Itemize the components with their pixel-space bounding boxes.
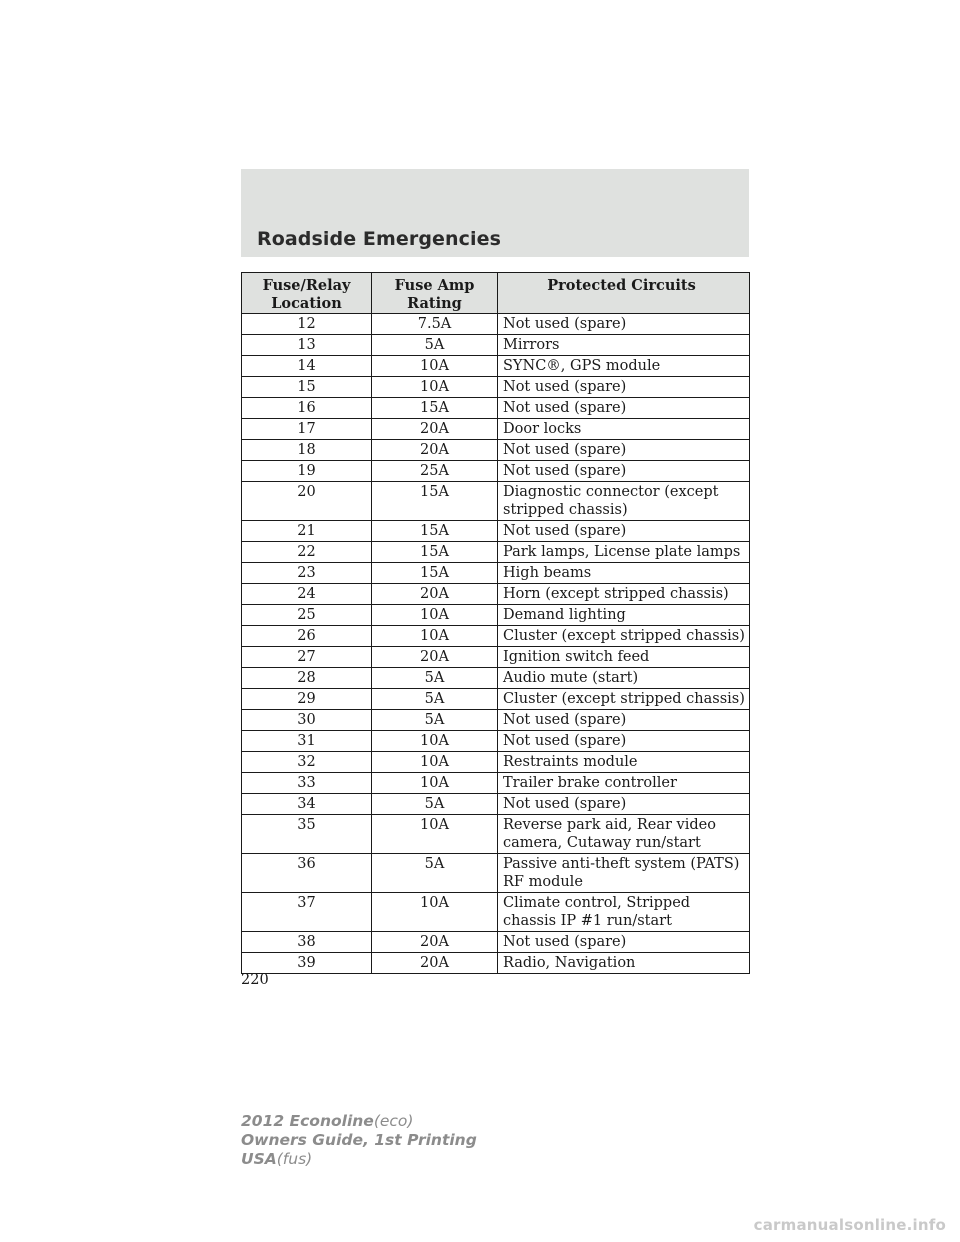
table-row [242, 419, 750, 440]
table-row [242, 731, 750, 752]
cell-protected-circuits: Ignition switch feed [498, 647, 750, 668]
cell-amp-rating: 10A [372, 893, 498, 932]
cell-protected-circuits: Not used (spare) [498, 461, 750, 482]
table-row [242, 794, 750, 815]
footer [241, 1112, 477, 1169]
table-row [242, 953, 750, 974]
cell-protected-circuits: Climate control, Stripped chassis IP #1 run/start [498, 893, 750, 932]
cell-amp-rating: 10A [372, 731, 498, 752]
footer-model: 2012 Econoline [241, 1112, 374, 1130]
table-row [242, 335, 750, 356]
table-row [242, 461, 750, 482]
footer-market-code: (fus) [276, 1150, 313, 1168]
cell-protected-circuits: Park lamps, License plate lamps [498, 542, 750, 563]
cell-protected-circuits: Not used (spare) [498, 440, 750, 461]
cell-protected-circuits: Audio mute (start) [498, 668, 750, 689]
cell-amp-rating: 20A [372, 647, 498, 668]
table-row [242, 626, 750, 647]
cell-amp-rating: 20A [372, 932, 498, 953]
table-row [242, 314, 750, 335]
cell-protected-circuits: Radio, Navigation [498, 953, 750, 974]
cell-amp-rating: 25A [372, 461, 498, 482]
table-row [242, 605, 750, 626]
cell-location: 20 [242, 482, 372, 521]
cell-amp-rating: 5A [372, 668, 498, 689]
cell-location: 25 [242, 605, 372, 626]
cell-location: 37 [242, 893, 372, 932]
cell-amp-rating: 15A [372, 521, 498, 542]
cell-location: 16 [242, 398, 372, 419]
cell-location: 28 [242, 668, 372, 689]
cell-location: 19 [242, 461, 372, 482]
table-row [242, 356, 750, 377]
cell-location: 27 [242, 647, 372, 668]
cell-location: 21 [242, 521, 372, 542]
cell-protected-circuits: Restraints module [498, 752, 750, 773]
cell-amp-rating: 5A [372, 710, 498, 731]
cell-amp-rating: 20A [372, 584, 498, 605]
cell-amp-rating: 20A [372, 419, 498, 440]
cell-protected-circuits: Reverse park aid, Rear video camera, Cutaway run/start [498, 815, 750, 854]
footer-line-2 [241, 1131, 477, 1150]
cell-amp-rating: 10A [372, 605, 498, 626]
cell-amp-rating: 10A [372, 773, 498, 794]
column-header-amp-rating: Fuse Amp Rating [372, 273, 498, 314]
cell-protected-circuits: Not used (spare) [498, 521, 750, 542]
page-number: 220 [241, 972, 269, 988]
cell-amp-rating: 10A [372, 377, 498, 398]
column-header-protected-circuits: Protected Circuits [498, 273, 750, 314]
cell-location: 17 [242, 419, 372, 440]
cell-location: 32 [242, 752, 372, 773]
cell-location: 34 [242, 794, 372, 815]
cell-protected-circuits: Passive anti-theft system (PATS) RF module [498, 854, 750, 893]
cell-location: 31 [242, 731, 372, 752]
cell-amp-rating: 5A [372, 689, 498, 710]
cell-location: 14 [242, 356, 372, 377]
cell-location: 12 [242, 314, 372, 335]
cell-protected-circuits: Diagnostic connector (except stripped chassis) [498, 482, 750, 521]
cell-location: 38 [242, 932, 372, 953]
cell-location: 15 [242, 377, 372, 398]
cell-location: 22 [242, 542, 372, 563]
cell-location: 23 [242, 563, 372, 584]
cell-amp-rating: 10A [372, 626, 498, 647]
table-row [242, 815, 750, 854]
table-row [242, 584, 750, 605]
table-row [242, 647, 750, 668]
table-row [242, 854, 750, 893]
cell-location: 36 [242, 854, 372, 893]
table-row [242, 689, 750, 710]
table-row [242, 563, 750, 584]
cell-protected-circuits: Not used (spare) [498, 377, 750, 398]
table-row [242, 668, 750, 689]
cell-amp-rating: 20A [372, 953, 498, 974]
cell-protected-circuits: Mirrors [498, 335, 750, 356]
cell-protected-circuits: Door locks [498, 419, 750, 440]
cell-protected-circuits: Trailer brake controller [498, 773, 750, 794]
table-row [242, 482, 750, 521]
footer-model-code: (eco) [373, 1112, 414, 1130]
cell-protected-circuits: Cluster (except stripped chassis) [498, 626, 750, 647]
cell-protected-circuits: Demand lighting [498, 605, 750, 626]
table-row [242, 773, 750, 794]
cell-protected-circuits: Not used (spare) [498, 314, 750, 335]
cell-location: 35 [242, 815, 372, 854]
section-title: Roadside Emergencies [257, 228, 502, 250]
cell-amp-rating: 5A [372, 794, 498, 815]
footer-line-3 [241, 1150, 477, 1169]
cell-location: 24 [242, 584, 372, 605]
cell-protected-circuits: SYNC®, GPS module [498, 356, 750, 377]
cell-location: 26 [242, 626, 372, 647]
cell-amp-rating: 15A [372, 482, 498, 521]
table-row [242, 752, 750, 773]
table-row [242, 521, 750, 542]
fuse-table [241, 272, 750, 974]
cell-amp-rating: 15A [372, 563, 498, 584]
table-row [242, 377, 750, 398]
cell-amp-rating: 20A [372, 440, 498, 461]
column-header-location: Fuse/Relay Location [242, 273, 372, 314]
table-row [242, 932, 750, 953]
cell-protected-circuits: Not used (spare) [498, 398, 750, 419]
cell-protected-circuits: Horn (except stripped chassis) [498, 584, 750, 605]
table-row [242, 398, 750, 419]
cell-amp-rating: 15A [372, 398, 498, 419]
cell-location: 33 [242, 773, 372, 794]
cell-amp-rating: 5A [372, 854, 498, 893]
cell-location: 39 [242, 953, 372, 974]
cell-protected-circuits: High beams [498, 563, 750, 584]
table-body [242, 314, 750, 974]
cell-location: 18 [242, 440, 372, 461]
table-row [242, 893, 750, 932]
cell-amp-rating: 5A [372, 335, 498, 356]
footer-printing: Owners Guide, 1st Printing [241, 1131, 477, 1149]
cell-protected-circuits: Not used (spare) [498, 731, 750, 752]
cell-location: 30 [242, 710, 372, 731]
table-row [242, 542, 750, 563]
table-row [242, 710, 750, 731]
cell-protected-circuits: Not used (spare) [498, 932, 750, 953]
table-header-row [242, 273, 750, 314]
footer-market: USA [241, 1150, 277, 1168]
cell-protected-circuits: Not used (spare) [498, 794, 750, 815]
cell-protected-circuits: Not used (spare) [498, 710, 750, 731]
cell-location: 29 [242, 689, 372, 710]
cell-protected-circuits: Cluster (except stripped chassis) [498, 689, 750, 710]
table-row [242, 440, 750, 461]
cell-amp-rating: 10A [372, 356, 498, 377]
cell-amp-rating: 10A [372, 752, 498, 773]
cell-amp-rating: 10A [372, 815, 498, 854]
cell-amp-rating: 15A [372, 542, 498, 563]
footer-line-1 [241, 1112, 477, 1131]
cell-amp-rating: 7.5A [372, 314, 498, 335]
cell-location: 13 [242, 335, 372, 356]
watermark: carmanualsonline.info [753, 1216, 946, 1234]
